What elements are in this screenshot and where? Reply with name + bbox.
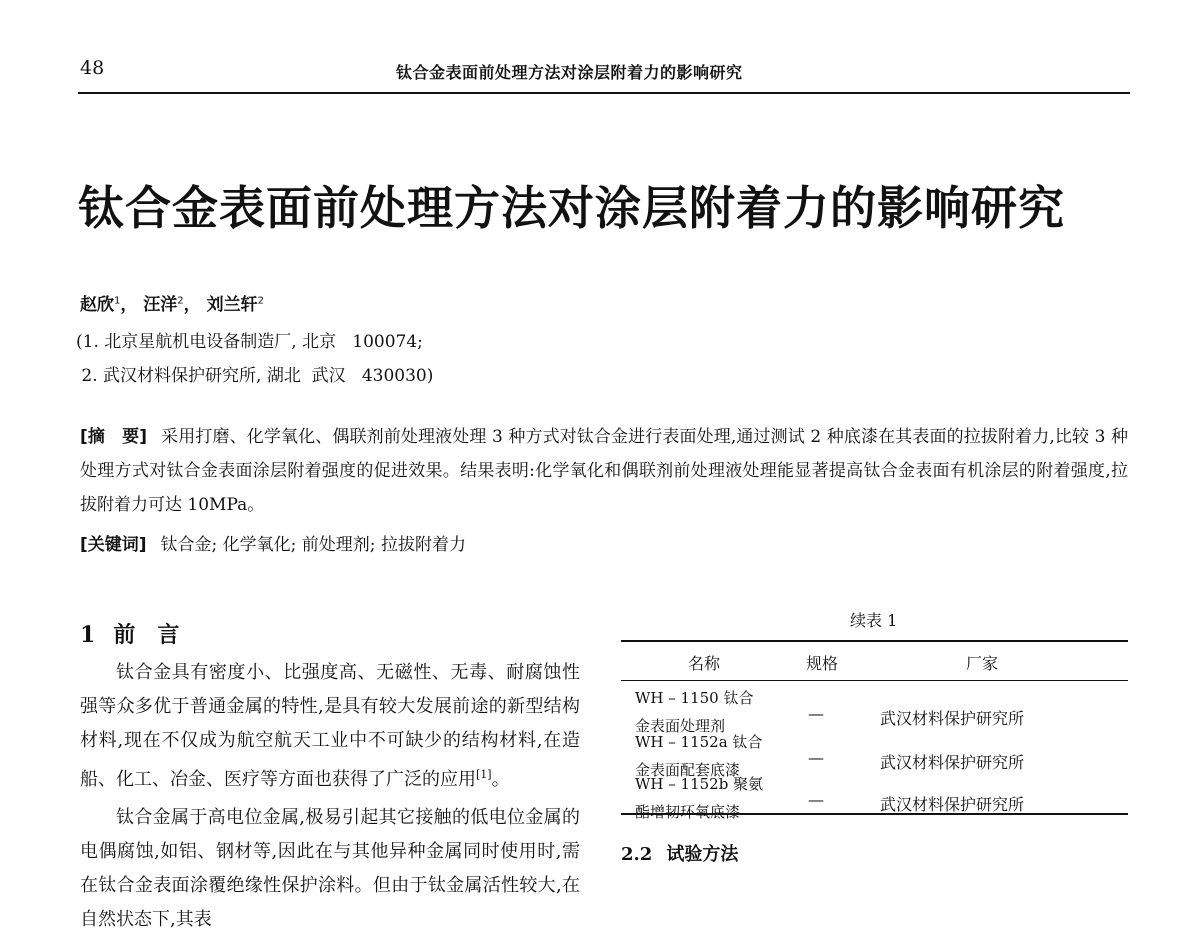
- abstract: [80, 420, 1128, 522]
- author-name: 赵欣: [80, 295, 114, 315]
- paper-title: 钛合金表面前处理方法对涂层附着力的影响研究: [78, 181, 1065, 235]
- keywords-label: [关键词]: [80, 535, 147, 555]
- abstract-label: [摘 要]: [80, 427, 148, 447]
- running-head: 钛合金表面前处理方法对涂层附着力的影响研究: [396, 63, 743, 82]
- table-header-name: 名称: [688, 654, 721, 673]
- cell-line: 酯增韧环氧底漆: [635, 803, 741, 821]
- section-heading: [80, 618, 179, 649]
- table-cell-spec: —: [808, 748, 824, 767]
- paragraph: 钛合金属于高电位金属,极易引起其它接触的低电位金属的电偶腐蚀,如铝、钢材等,因此在与其他异种金属同时使用时,需在钛合金表面涂覆绝缘性保护涂料。但由于钛金属活性较大,在自然状态下,其表: [80, 807, 580, 930]
- keywords: [80, 530, 466, 555]
- table-header-spec: 规格: [806, 654, 839, 673]
- affiliation-1: (1. 北京星航机电设备制造厂, 北京 100074;: [76, 332, 423, 352]
- cell-line: WH – 1152a 钛合: [635, 733, 763, 751]
- cell-line: 金表面配套底漆: [635, 761, 741, 779]
- cell-line: WH – 1152b 聚氨: [635, 775, 764, 793]
- table-cell-spec: —: [808, 704, 824, 723]
- paragraph: [80, 656, 580, 797]
- author-list: [80, 290, 264, 315]
- affiliation-2: 2. 武汉材料保护研究所, 湖北 武汉 430030): [76, 366, 434, 386]
- table-bottom-rule: [621, 813, 1128, 815]
- citation-ref: [1]: [476, 768, 492, 781]
- author-affil-mark: 2: [257, 295, 264, 307]
- table-header-rule: [621, 680, 1128, 681]
- table-cell-spec: —: [808, 790, 824, 809]
- table-cell-maker: 武汉材料保护研究所: [880, 795, 1025, 814]
- section-number: 1: [80, 622, 96, 648]
- abstract-text: 采用打磨、化学氧化、偶联剂前处理液处理 3 种方式对钛合金进行表面处理,通过测试 2 种底漆在其表面的拉拔附着力,比较 3 种处理方式对钛合金表面涂层附着强度的促进效果。结果表明:化学氧化和偶联剂前处理液处理能显著提高钛合金表面有机涂层的附着强度,拉拔附着力可达 10MPa。: [80, 427, 1128, 515]
- paragraph-text: 钛合金具有密度小、比强度高、无磁性、无毒、耐腐蚀性强等众多优于普通金属的特性,是具有较大发展前途的新型结构材料,现在不仅成为航空航天工业中不可缺少的结构材料,在造船、化工、冶金、医疗等方面也获得了广泛的应用: [80, 662, 580, 790]
- table-cell-maker: 武汉材料保护研究所: [880, 709, 1025, 728]
- body-text: [80, 656, 580, 941]
- author-name: 刘兰轩: [206, 295, 258, 315]
- author-separator: ，: [120, 295, 138, 315]
- cell-line: 金表面处理剂: [635, 717, 726, 735]
- table-header-maker: 厂家: [966, 654, 999, 673]
- subsection-number: 2.2: [621, 844, 653, 865]
- table-caption: 续表 1: [850, 611, 898, 630]
- section-title: 前 言: [113, 622, 180, 648]
- table-top-rule: [621, 640, 1128, 642]
- paragraph-end: 。: [491, 769, 510, 790]
- subsection-heading: [621, 840, 738, 866]
- cell-line: WH – 1150 钛合: [635, 689, 754, 707]
- table-cell-name: [635, 770, 795, 826]
- table-cell-maker: 武汉材料保护研究所: [880, 753, 1025, 772]
- keywords-text: 钛合金; 化学氧化; 前处理剂; 拉拔附着力: [160, 535, 466, 555]
- author-name: 汪洋: [143, 295, 178, 315]
- author-affil-mark: 2: [177, 295, 184, 307]
- author-separator: ，: [183, 295, 201, 315]
- subsection-title: 试验方法: [666, 844, 739, 865]
- header-rule: [78, 92, 1130, 94]
- author-affil-mark: 1: [114, 295, 121, 307]
- page-number: 48: [80, 57, 105, 79]
